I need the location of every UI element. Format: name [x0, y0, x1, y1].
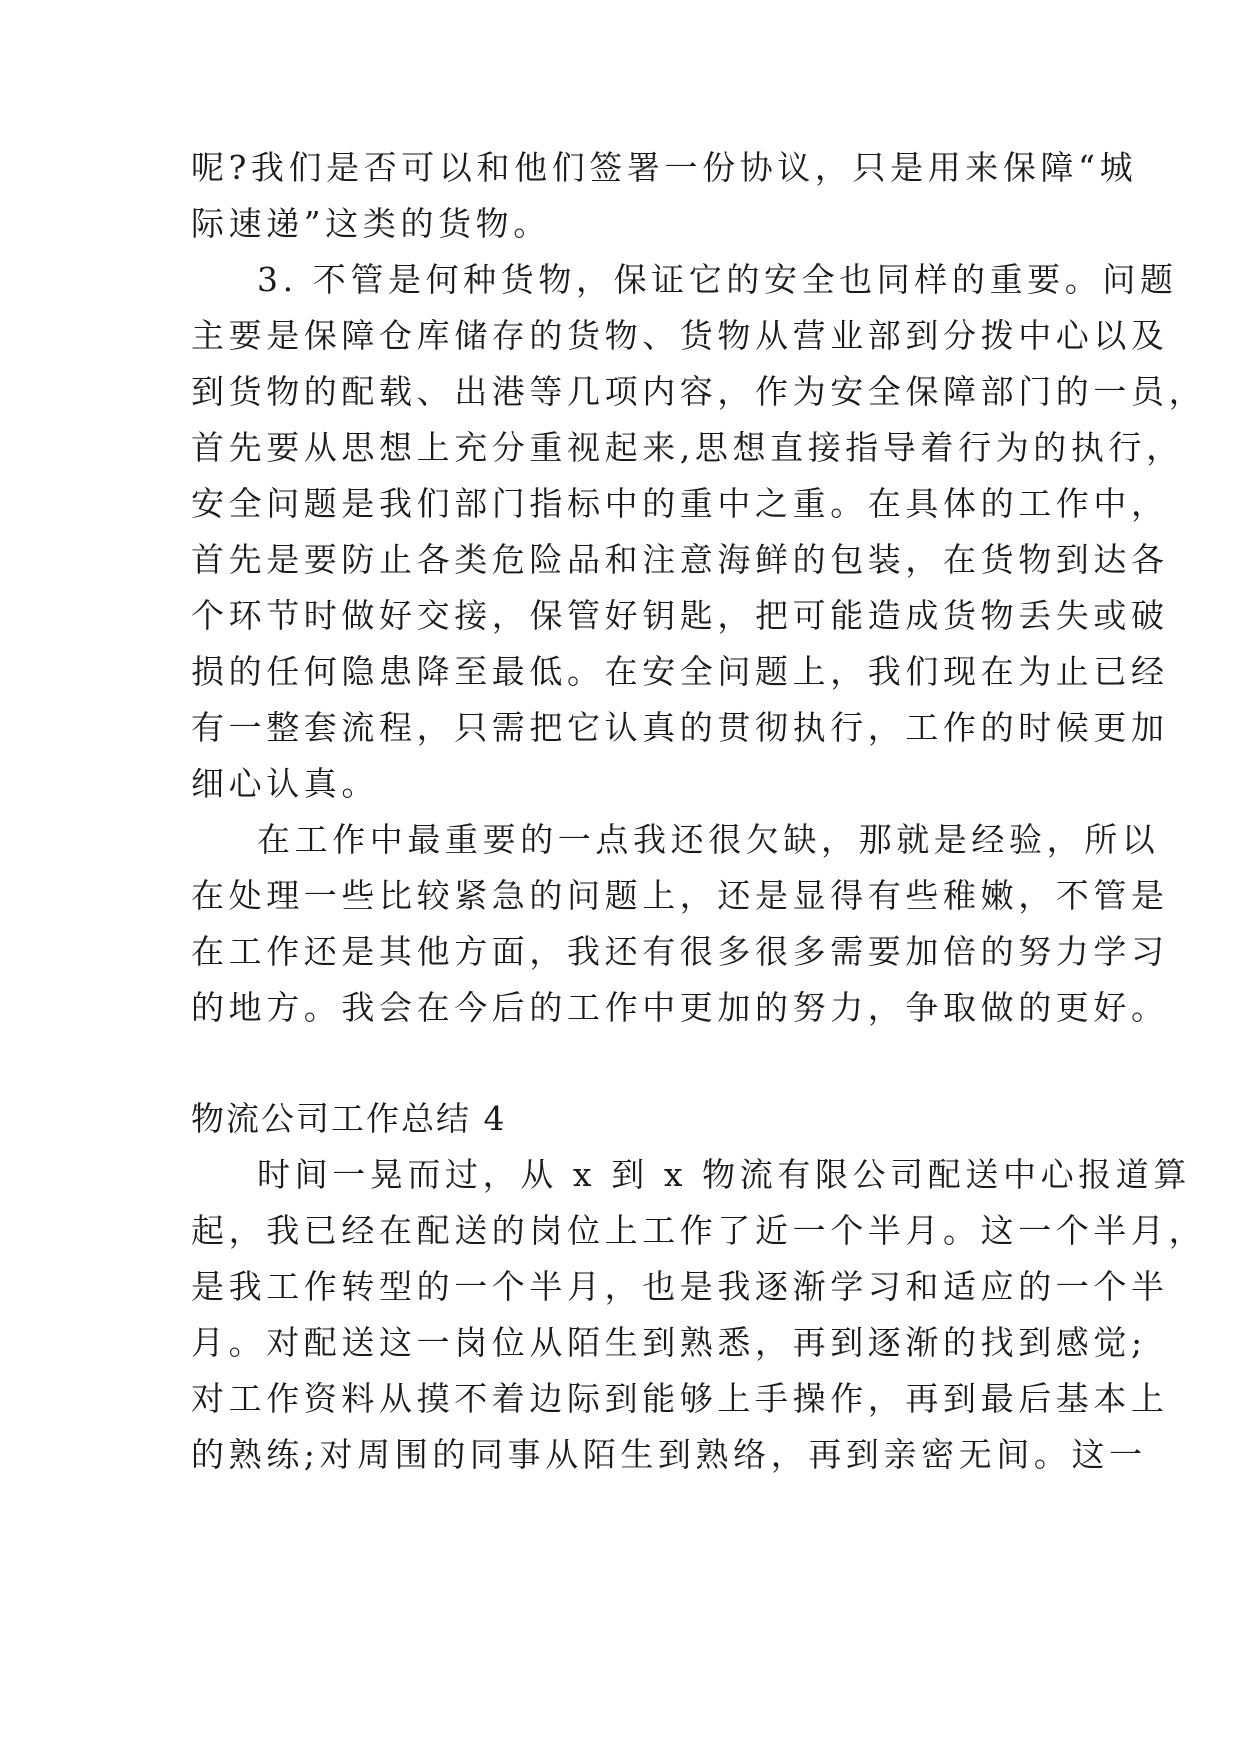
paragraph-line: 损的任何隐患降至最低。在安全问题上，我们现在为止已经 [191, 652, 1169, 691]
paragraph-line: 到货物的配载、出港等几项内容，作为安全保障部门的一员， [191, 372, 1207, 411]
paragraph-line: 在工作中最重要的一点我还很欠缺，那就是经验，所以 [257, 820, 1160, 859]
paragraph-line: 时间一晃而过，从 x 到 x 物流有限公司配送中心报道算 [257, 1155, 1191, 1194]
paragraph-line: 是我工作转型的一个半月，也是我逐渐学习和适应的一个半 [191, 1267, 1169, 1306]
paragraph-line: 对工作资料从摸不着边际到能够上手操作，再到最后基本上 [191, 1379, 1169, 1418]
paragraph-line: 3. 不管是何种货物，保证它的安全也同样的重要。问题 [257, 260, 1178, 299]
section-heading: 物流公司工作总结 4 [191, 1099, 507, 1138]
paragraph-line: 际速递”这类的货物。 [191, 204, 551, 243]
paragraph-line: 的地方。我会在今后的工作中更加的努力，争取做的更好。 [191, 988, 1169, 1027]
paragraph-line: 首先是要防止各类危险品和注意海鲜的包装，在货物到达各 [191, 540, 1169, 579]
paragraph-line: 的熟练;对周围的同事从陌生到熟络，再到亲密无间。这一 [191, 1435, 1147, 1474]
paragraph-line: 在处理一些比较紧急的问题上，还是显得有些稚嫩，不管是 [191, 876, 1169, 915]
paragraph-line: 主要是保障仓库储存的货物、货物从营业部到分拨中心以及 [191, 316, 1169, 355]
paragraph-line: 安全问题是我们部门指标中的重中之重。在具体的工作中， [191, 484, 1169, 523]
paragraph-line: 有一整套流程，只需把它认真的贯彻执行，工作的时候更加 [191, 708, 1169, 747]
paragraph-line: 首先要从思想上充分重视起来,思想直接指导着行为的执行， [191, 428, 1184, 467]
paragraph-line: 细心认真。 [191, 764, 379, 803]
paragraph-line: 月。对配送这一岗位从陌生到熟悉，再到逐渐的找到感觉; [191, 1323, 1147, 1362]
paragraph-line: 起，我已经在配送的岗位上工作了近一个半月。这一个半月， [191, 1211, 1207, 1250]
paragraph-line: 在工作还是其他方面，我还有很多很多需要加倍的努力学习 [191, 932, 1169, 971]
paragraph-line: 个环节时做好交接，保管好钥匙，把可能造成货物丢失或破 [191, 596, 1169, 635]
paragraph-line: 呢?我们是否可以和他们签署一份协议，只是用来保障“城 [191, 148, 1138, 187]
